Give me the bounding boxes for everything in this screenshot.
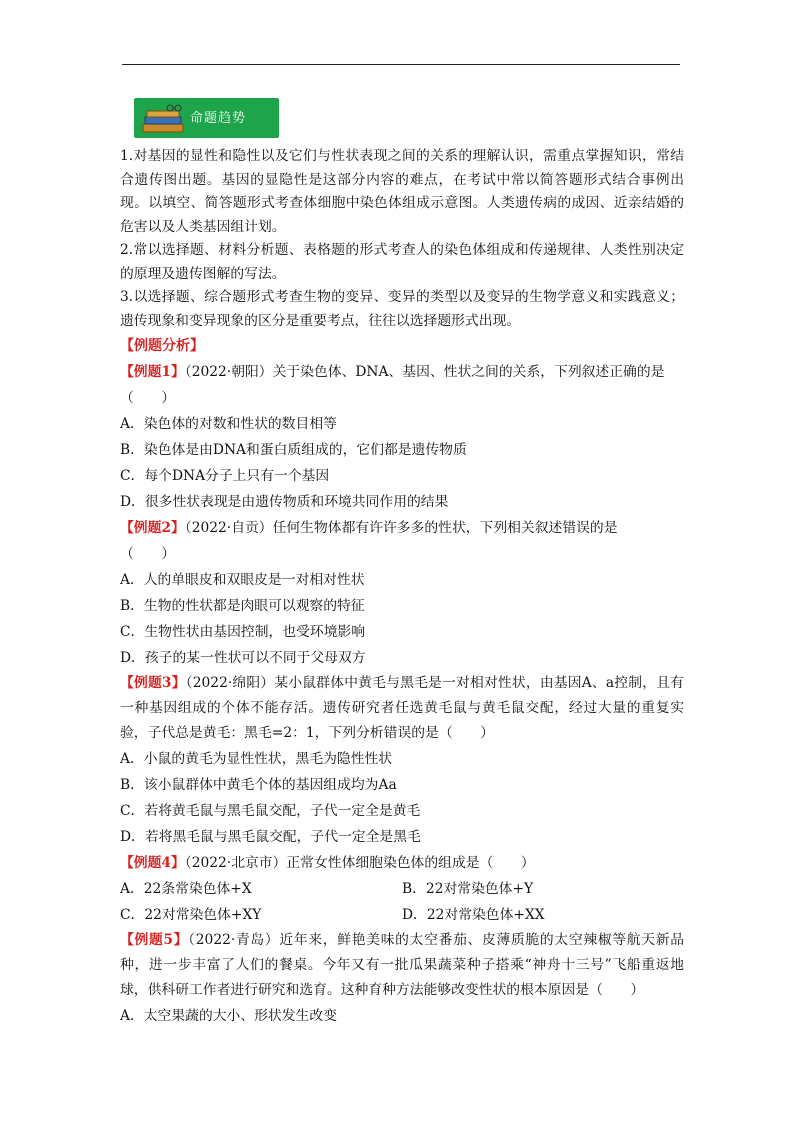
example-3-tag: 【例题3】 <box>120 675 186 691</box>
example-3-stem-block <box>120 671 684 746</box>
example-1-stem-line <box>120 359 684 385</box>
example-5-tag: 【例题5】 <box>120 932 189 948</box>
example-1-tag: 【例题1】 <box>120 364 185 380</box>
section-heading: 【例题分析】 <box>120 338 204 354</box>
example-2-bracket: （ ） <box>120 546 176 562</box>
example-5-stem: 近年来，鲜艳美味的太空番茄、皮薄质脆的太空辣椒等航天新品种，进一步丰富了人们的餐桌。今年又有一批瓜果蔬菜种子搭乘“神舟十三号”飞船重返地球，供科研工作者进行研究和选育。这种育种方法能够改变性状的根本原因是（ ） <box>120 932 684 998</box>
example-5-stem-block <box>120 928 684 1003</box>
example-1-option-a: A．染色体的对数和性状的数目相等 <box>120 416 337 432</box>
stacked-books-icon <box>140 104 186 134</box>
example-2-stem: 任何生物体都有许许多多的性状，下列相关叙述错误的是 <box>272 520 618 536</box>
example-5-option-a: A．太空果蔬的大小、形状发生改变 <box>120 1008 337 1024</box>
example-3-option-c: C．若将黄毛鼠与黑毛鼠交配，子代一定全是黄毛 <box>120 803 421 819</box>
example-4-option-b: B．22对常染色体+Y <box>402 881 534 897</box>
example-1-option-b: B．染色体是由DNA和蛋白质组成的，它们都是遗传物质 <box>120 442 467 458</box>
example-2-option-c: C．生物性状由基因控制，也受环境影响 <box>120 624 366 640</box>
example-3-option-d: D．若将黑毛鼠与黑毛鼠交配，子代一定全是黑毛 <box>120 829 421 845</box>
example-2-tag: 【例题2】 <box>120 520 185 536</box>
example-2-option-d: D．孩子的某一性状可以不同于父母双方 <box>120 650 366 666</box>
example-2 <box>120 515 684 671</box>
example-1 <box>120 359 684 515</box>
topic-trend-banner <box>134 98 279 138</box>
example-2-option-a: A．人的单眼皮和双眼皮是一对相对性状 <box>120 572 365 588</box>
example-4 <box>120 850 684 928</box>
example-3 <box>120 671 684 850</box>
banner-title: 命题趋势 <box>190 111 247 126</box>
example-3-option-a: A．小鼠的黄毛为显性性状，黑毛为隐性性状 <box>120 751 393 767</box>
example-4-stem-line <box>120 850 684 876</box>
example-1-bracket: （ ） <box>120 390 176 406</box>
trend-paragraph-3: 3.以选择题、综合题形式考查生物的变异、变异的类型以及变异的生物学意义和实践意义；遗传现象和变异现象的区分是重要考点，往往以选择题形式出现。 <box>120 289 684 329</box>
example-1-source: （2022·朝阳） <box>184 364 273 380</box>
example-4-options-row-1 <box>120 876 684 902</box>
example-2-source: （2022·自贡） <box>184 520 273 536</box>
example-1-stem: 关于染色体、DNA、基因、性状之间的关系，下列叙述正确的是 <box>272 364 665 380</box>
example-1-option-d: D．很多性状表现是由遗传物质和环境共同作用的结果 <box>120 494 449 510</box>
example-3-stem: 某小鼠群体中黄毛与黑毛是一对相对性状，由基因A、a控制，且有一种基因组成的个体不能存活。遗传研究者任选黄毛鼠与黄毛鼠交配，经过大量的重复实验，子代总是黄毛：黑毛=2：1，下列分析错误的是（ ） <box>120 675 684 741</box>
example-4-source: （2022·北京市） <box>184 855 287 871</box>
example-4-stem: 正常女性体细胞染色体的组成是（ ） <box>286 855 535 871</box>
example-4-option-d: D．22对常染色体+XX <box>402 907 545 923</box>
example-3-source: （2022·绵阳） <box>185 675 275 691</box>
example-2-stem-line <box>120 515 684 541</box>
document-body <box>120 145 684 1029</box>
example-3-option-b: B．该小鼠群体中黄毛个体的基因组成均为Aa <box>120 777 397 793</box>
example-1-option-c: C．每个DNA分子上只有一个基因 <box>120 468 330 484</box>
example-2-option-b: B．生物的性状都是肉眼可以观察的特征 <box>120 598 365 614</box>
example-5 <box>120 928 684 1029</box>
example-4-option-a: A．22条常染色体+X <box>120 881 252 897</box>
header-rule <box>122 64 680 65</box>
example-4-tag: 【例题4】 <box>120 855 185 871</box>
trend-paragraph-1: 1.对基因的显性和隐性以及它们与性状表现之间的关系的理解认识，需重点掌握知识，常结合遗传图出题。基因的显隐性是这部分内容的难点，在考试中常以简答题形式结合事例出现。以填空、简答题形式考查体细胞中染色体组成示意图。人类遗传病的成因、近亲结婚的危害以及人类基因组计划。 <box>120 148 684 235</box>
example-5-source: （2022·青岛） <box>188 932 280 948</box>
trend-paragraph-2: 2.常以选择题、材料分析题、表格题的形式考查人的染色体组成和传递规律、人类性别决定的原理及遗传图解的写法。 <box>120 242 684 282</box>
example-4-options-row-2 <box>120 902 684 928</box>
example-4-option-c: C．22对常染色体+XY <box>120 907 262 923</box>
